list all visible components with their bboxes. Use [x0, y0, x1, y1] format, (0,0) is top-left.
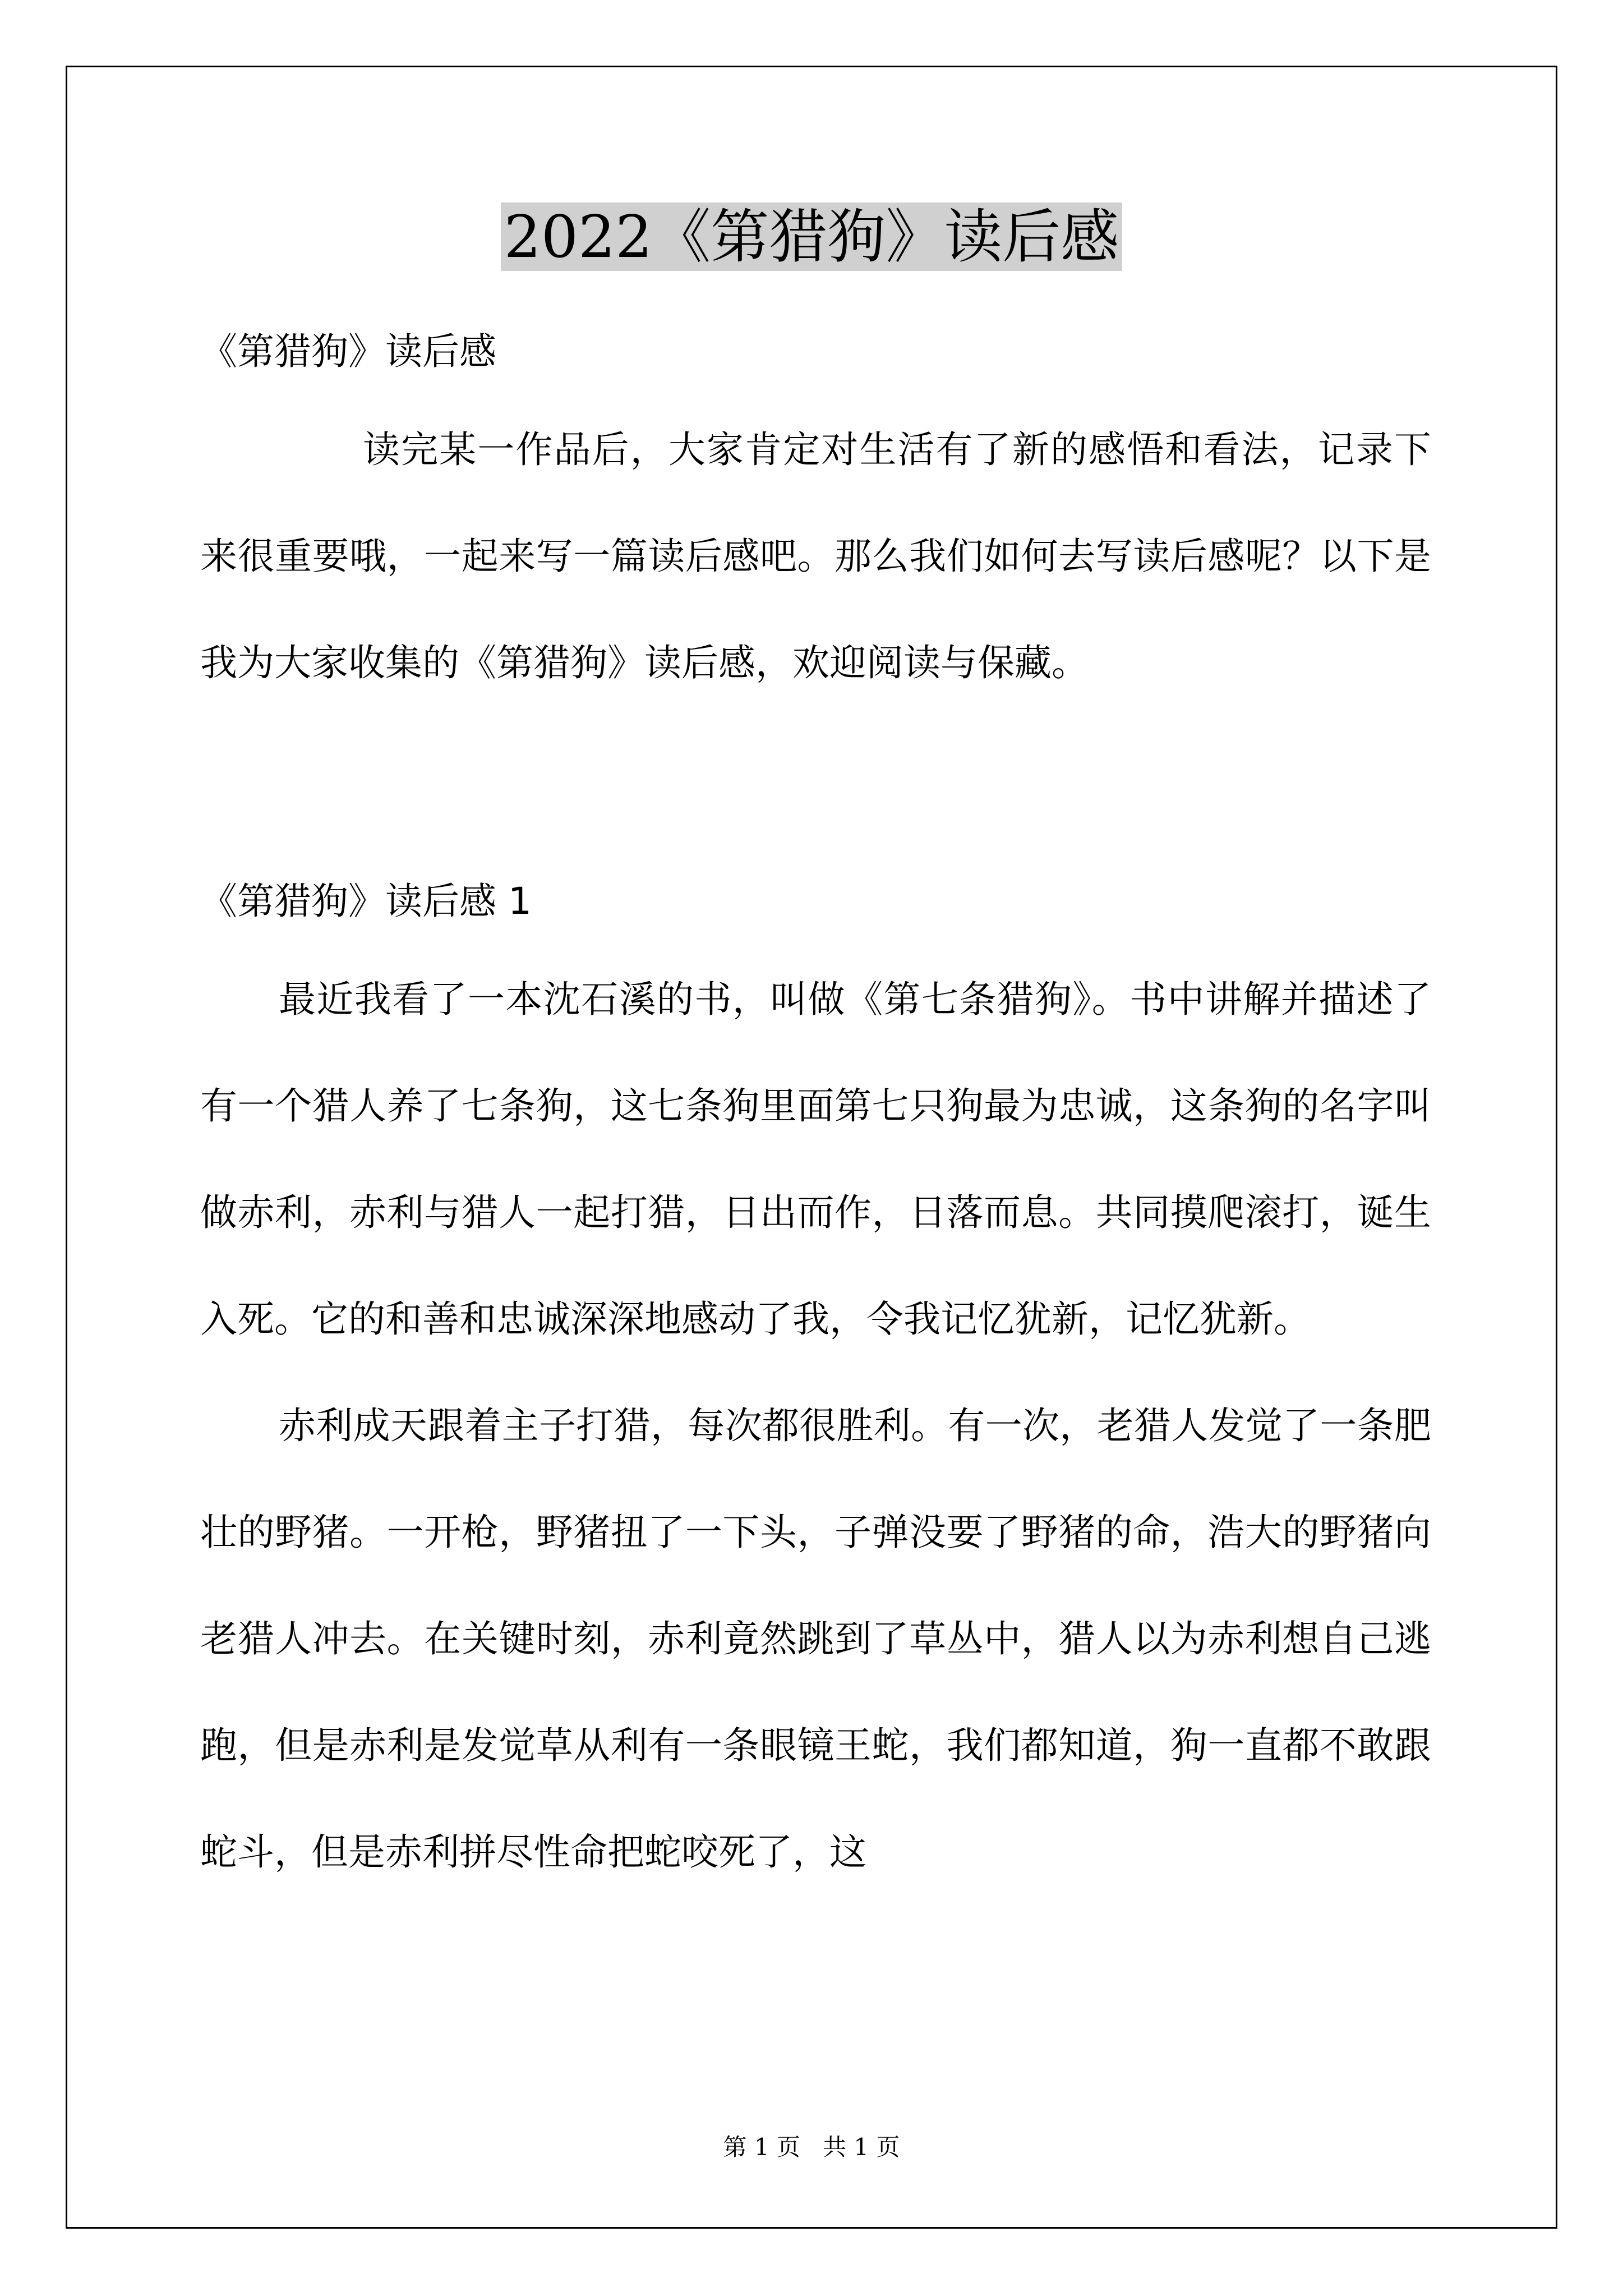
body-paragraph-2: 赤利成天跟着主子打猎，每次都很胜利。有一次，老猎人发觉了一条肥壮的野猪。一开枪，野猪扭了一下头，子弹没要了野猪的命，浩大的野猪向老猎人冲去。在关键时刻，赤利竟然跳到了草丛中，猎人以为赤利想自己逃跑，但是赤利是发觉草从利有一条眼镜王蛇，我们都知道，狗一直都不敢跟蛇斗，但是赤利拼尽性命把蛇咬死了，这 — [200, 1404, 1431, 1874]
intro-paragraph: 读完某一作品后，大家肯定对生活有了新的感悟和看法，记录下来很重要哦，一起来写一篇读后感吧。那么我们如何去写读后感呢？以下是我为大家收集的《第猎狗》读后感，欢迎阅读与保藏。 — [200, 428, 1431, 684]
document-body — [200, 307, 1431, 1906]
document-title — [0, 197, 1623, 276]
section-heading: 《第猎狗》读后感 — [200, 330, 496, 373]
page-footer: 第 1 页 共 1 页 — [723, 2133, 900, 2161]
section-heading-1: 《第猎狗》读后感 1 — [200, 880, 532, 923]
body-paragraph-1: 最近我看了一本沈石溪的书，叫做《第七条猎狗》。书中讲解并描述了有一个猎人养了七条狗，这七条狗里面第七只狗最为忠诚，这条狗的名字叫做赤利，赤利与猎人一起打猎，日出而作，日落而息。共同摸爬滚打，诞生入死。它的和善和忠诚深深地感动了我，令我记忆犹新，记忆犹新。 — [200, 978, 1431, 1341]
title-text: 2022《第猎狗》读后感 — [501, 203, 1123, 271]
spacer — [200, 716, 1431, 857]
